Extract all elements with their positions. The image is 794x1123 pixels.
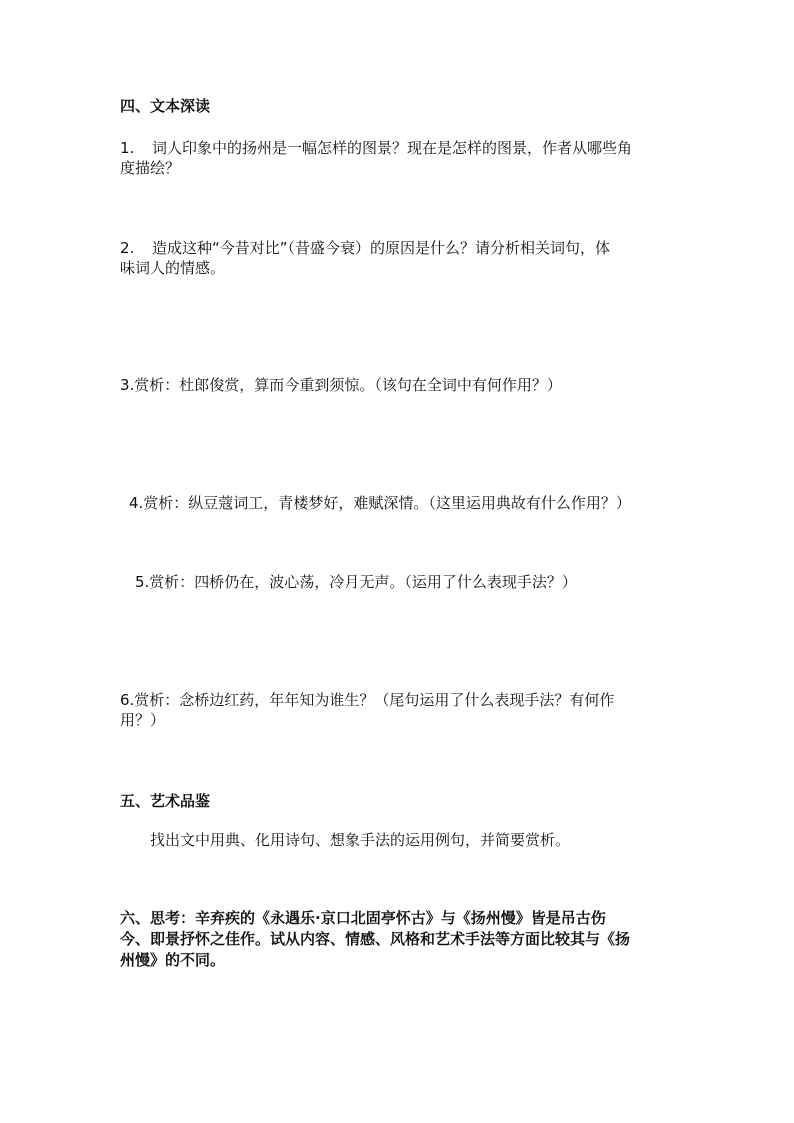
- question-1-line-1: [120, 138, 632, 159]
- question-2-line-1: [120, 238, 610, 259]
- section6-line-2: 今、即景抒怀之佳作。试从内容、情感、风格和艺术手法等方面比较其与《扬: [120, 930, 631, 948]
- question-5: 5.赏析：四桥仍在，波心荡，冷月无声。（运用了什么表现手法？）: [135, 573, 577, 591]
- question-2-number: 2.: [120, 239, 135, 257]
- question-1-text: 词人印象中的扬州是一幅怎样的图景？现在是怎样的图景，作者从哪些角: [152, 139, 633, 157]
- question-6-line-1: 6.赏析：念桥边红药，年年知为谁生？（尾句运用了什么表现手法？有何作: [120, 691, 615, 709]
- question-2-text: 造成这种“今昔对比”（昔盛今衰）的原因是什么？请分析相关词句，体: [152, 239, 611, 257]
- question-1-line-2: 度描绘？: [120, 159, 181, 177]
- question-2-line-2: 味词人的情感。: [120, 259, 226, 277]
- question-4: 4.赏析：纵豆蔻词工，青楼梦好，难赋深情。（这里运用典故有什么作用？）: [129, 494, 631, 512]
- section5-text: 找出文中用典、化用诗句、想象手法的运用例句，并简要赏析。: [150, 831, 571, 849]
- section6-line-3: 州慢》的不同。: [120, 951, 226, 969]
- section4-heading: 四、文本深读: [120, 97, 211, 115]
- question-6-line-2: 用？）: [120, 711, 166, 729]
- section5-heading: 五、艺术品鉴: [120, 792, 211, 810]
- question-3: 3.赏析：杜郎俊赏，算而今重到须惊。（该句在全词中有何作用？）: [120, 376, 562, 394]
- question-1-number: 1.: [120, 139, 135, 157]
- section6-line-1: 六、思考：辛弃疾的《永遇乐·京口北固亭怀古》与《扬州慢》皆是吊古伤: [120, 909, 606, 927]
